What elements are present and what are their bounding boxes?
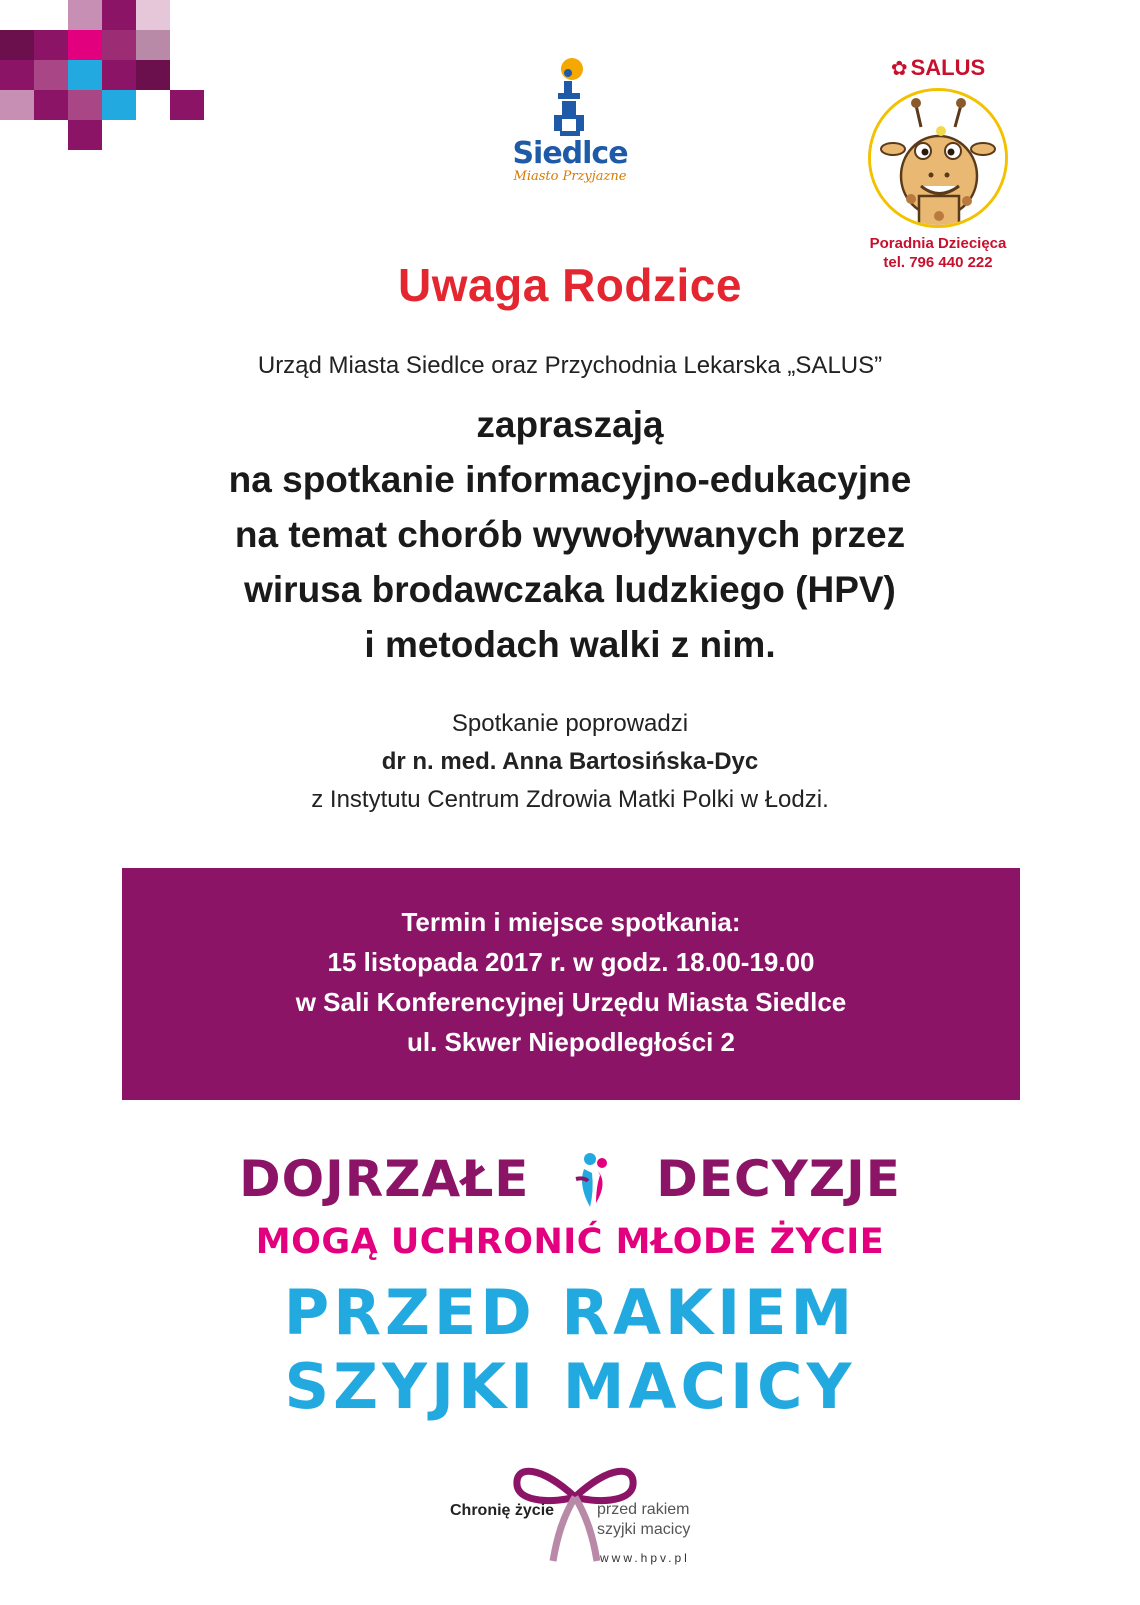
event-details-band (122, 868, 1020, 1100)
campaign-left-text: Chronię życie (450, 1502, 555, 1519)
invitation-line: wirusa brodawczaka ludzkiego (HPV) (244, 569, 896, 610)
salus-brand-name: SALUS (910, 55, 986, 80)
speaker-name: dr n. med. Anna Bartosińska-Dyc (381, 748, 759, 775)
invitation-line: zapraszają (476, 404, 664, 445)
campaign-right-line: przed rakiem (597, 1501, 690, 1518)
slogan-word-left: DOJRZAŁE (239, 1150, 530, 1208)
salus-phone: tel. 796 440 222 (883, 254, 993, 271)
siedlce-logo-tagline: Miasto Przyjazne (513, 169, 627, 184)
invitation-line: na temat chorób wywoływanych przez (234, 514, 906, 555)
speaker-intro: Spotkanie poprowadzi (451, 710, 689, 737)
invitation-text (0, 397, 1140, 672)
speaker-section (0, 705, 1140, 819)
event-address: ul. Skwer Niepodległości 2 (407, 1027, 735, 1057)
pixel-mosaic-decoration (0, 0, 200, 150)
slogan-word-right: DECYZJE (656, 1150, 901, 1208)
slogan-line-4: SZYJKI MACICY (284, 1350, 856, 1423)
page-title: Uwaga Rodzice (398, 259, 742, 311)
figures-icon (548, 1155, 638, 1211)
speaker-institution: z Instytutu Centrum Zdrowia Matki Polki w Łodzi. (311, 786, 829, 813)
event-venue: w Sali Konferencyjnej Urzędu Miasta Siedlce (295, 987, 847, 1017)
salus-department: Poradnia Dziecięca (869, 235, 1007, 252)
flower-icon: ✿ (890, 58, 908, 80)
salus-logo (858, 55, 1018, 272)
invitation-line: i metodach walki z nim. (364, 624, 776, 665)
event-datetime: 15 listopada 2017 r. w godz. 18.00-19.00 (327, 947, 815, 977)
giraffe-mascot-icon (868, 88, 1008, 228)
campaign-right-text (597, 1500, 690, 1540)
salus-brand (858, 55, 1018, 82)
siedlce-logo-name: Siedlce (512, 136, 628, 171)
slogan-line-3: PRZED RAKIEM (283, 1276, 857, 1349)
slogan-line-2: MOGĄ UCHRONIĆ MŁODE ŻYCIE (255, 1222, 885, 1262)
campaign-url: www.hpv.pl (600, 1551, 690, 1565)
organizers-line: Urząd Miasta Siedlce oraz Przychodnia Lekarska „SALUS” (257, 352, 883, 379)
campaign-right-line: szyjki macicy (597, 1521, 691, 1538)
slogan-line-1 (0, 1150, 1140, 1211)
invitation-line: na spotkanie informacyjno-edukacyjne (228, 459, 912, 500)
siedlce-figure-icon (540, 55, 600, 137)
event-heading: Termin i miejsce spotkania: (401, 907, 741, 937)
siedlce-logo (490, 55, 650, 200)
